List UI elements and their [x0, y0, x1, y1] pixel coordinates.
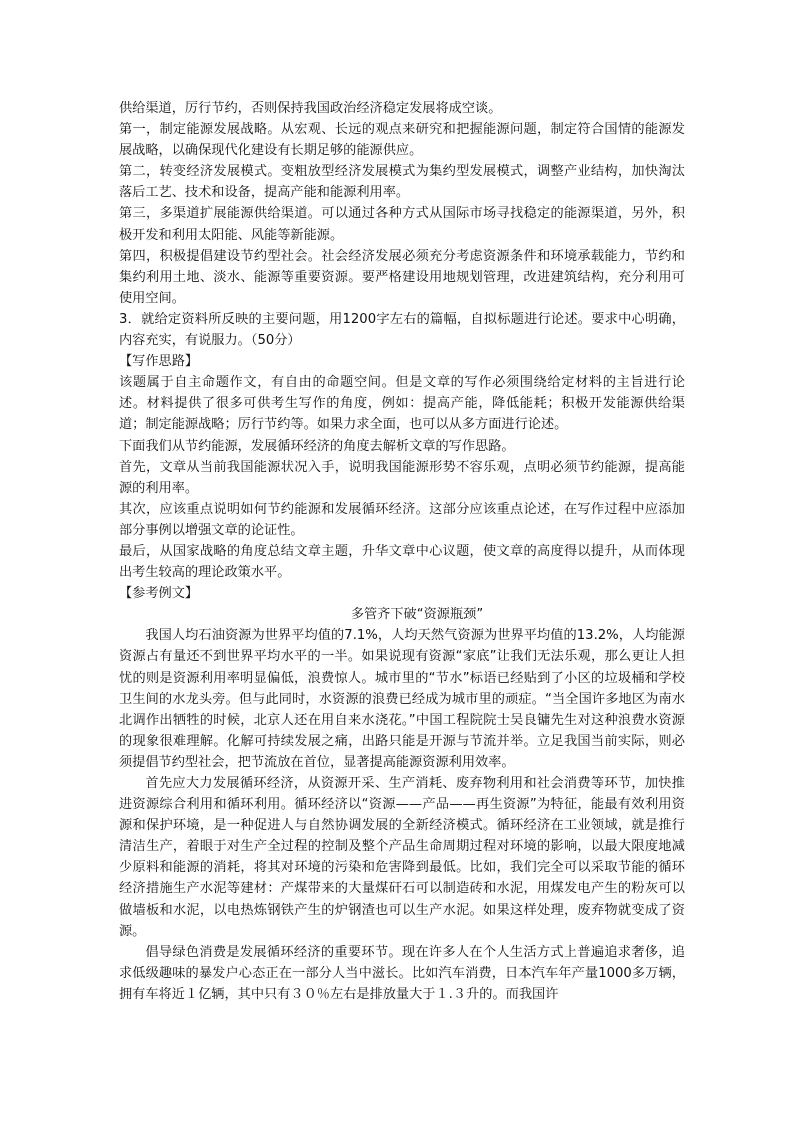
essay-paragraph-1: 首先应大力发展循环经济，从资源开采、生产消耗、废弃物利用和社会消费等环节，加快推进资源综合利用和循环利用。循环经济以“资源——产品——再生资源”为特征，能最有效利用资源和保护环境，是一种促进人与自然协调发展的全新经济模式。循环经济在工业领域，就是推行清洁生产，着眼于对生产全过程的控制及整个产品生命周期过程对环境的影响，以最大限度地减少原料和能源的消耗，将其对环境的污染和危害降到最低。比如，我们完全可以采取节能的循环经济措施生产水泥等建材：产煤带来的大量煤矸石可以制造砖和水泥，用煤发电产生的粉灰可以做墙板和水泥，以电热炼钢铁产生的炉钢渣也可以生产水泥。如果这样处理，废弃物就变成了资源。 [119, 776, 685, 939]
essay-title: 多管齐下破“资源瓶颈” [350, 607, 484, 623]
writing-heading: 【写作思路】 [119, 354, 199, 370]
writing-paragraph-3: 其次，应该重点说明如何节约能源和发展循环经济。这部分应该重点论述，在写作过程中应添加部分事例以增强文章的论证性。 [119, 501, 685, 538]
reference-heading: 【参考例文】 [119, 586, 199, 602]
document-page [119, 98, 685, 1005]
writing-paragraph-4: 最后，从国家战略的角度总结文章主题，升华文章中心议题，使文章的高度得以提升，从而体现出考生较高的理论政策水平。 [119, 543, 685, 581]
essay-paragraph-2: 倡导绿色消费是发展循环经济的重要环节。现在许多人在个人生活方式上普遍追求奢侈，追求低级趣味的暴发户心态正在一部分人当中滋长。比如汽车消费，日本汽车年产量1000多万辆，拥有车将近１亿辆，其中只有３０％左右是排放量大于１.３升的。而我国许 [119, 944, 685, 1002]
intro-paragraph-4: 第四，积极提倡建设节约型社会。社会经济发展必须充分考虑资源条件和环境承载能力，节约和集约利用土地、淡水、能源等重要资源。要严格建设用地规划管理，改进建筑结构，充分利用可使用空间。 [119, 248, 685, 306]
writing-paragraph-1: 下面我们从节约能源，发展循环经济的角度去解析文章的写作思路。 [119, 438, 515, 454]
question-3: 3．就给定资料所反映的主要问题，用1200字左右的篇幅，自拟标题进行论述。要求中心明确，内容充实，有说服力。（50分） [119, 311, 685, 349]
intro-paragraph-3: 第三，多渠道扩展能源供给渠道。可以通过各种方式从国际市场寻找稳定的能源渠道，另外，积极开发和利用太阳能、风能等新能源。 [119, 206, 685, 243]
writing-paragraph-2: 首先，文章从当前我国能源状况入手，说明我国能源形势不容乐观，点明必须节约能源，提高能源的利用率。 [119, 459, 685, 496]
writing-paragraph-0: 该题属于自主命题作文，有自由的命题空间。但是文章的写作必须围绕给定材料的主旨进行论述。材料提供了很多可供考生写作的角度，例如：提高产能，降低能耗；积极开发能源供给渠道；制定能源战略；厉行节约等。如果力求全面，也可以从多方面进行论述。 [119, 375, 685, 433]
intro-paragraph-0: 供给渠道，厉行节约，否则保持我国政治经济稳定发展将成空谈。 [119, 101, 502, 116]
intro-paragraph-2: 第二，转变经济发展模式。变粗放型经济发展模式为集约型发展模式，调整产业结构，加快淘汰落后工艺、技术和设备，提高产能和能源利用率。 [119, 164, 685, 201]
intro-paragraph-1: 第一，制定能源发展战略。从宏观、长远的观点来研究和把握能源问题，制定符合国情的能源发展战略，以确保现代化建设有长期足够的能源供应。 [119, 122, 685, 159]
essay-paragraph-0: 我国人均石油资源为世界平均值的7.1%，人均天然气资源为世界平均值的13.2%，人均能源资源占有量还不到世界平均水平的一半。如果说现有资源“家底”让我们无法乐观，那么更让人担忧的则是资源利用率明显偏低，浪费惊人。城市里的“节水”标语已经贴到了小区的垃圾桶和学校卫生间的水龙头旁。但与此同时，水资源的浪费已经成为城市里的顽症。“当全国许多地区为南水北调作出牺牲的时候，北京人还在用自来水浇花。”中国工程院院士吴良镛先生对这种浪费水资源的现象很难理解。化解可持续发展之痛，出路只能是开源与节流并举。立足我国当前实际，则必须提倡节约型社会，把节流放在首位，显著提高能源资源利用效率。 [119, 628, 685, 770]
